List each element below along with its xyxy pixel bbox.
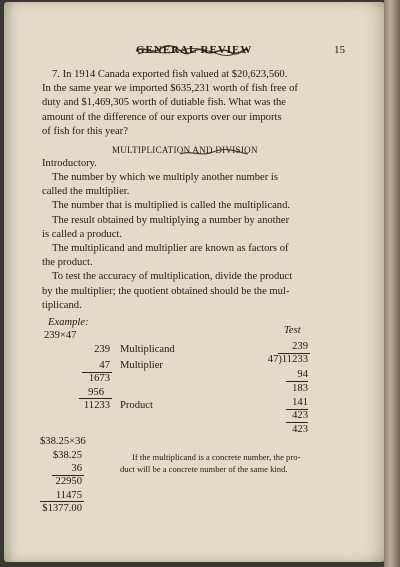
multiplicand-label: Multiplicand <box>120 344 175 355</box>
partial-product-1: 1673 <box>88 373 110 384</box>
definition-line: the product. <box>42 257 93 269</box>
second-product: $1377.00 <box>42 503 82 514</box>
definition-line: To test the accuracy of multiplication, divide the product <box>52 271 293 283</box>
definition-line: The multiplicand and multiplier are known as factors of <box>52 243 289 255</box>
problem-7 <box>42 68 354 139</box>
definition-line: is called a product. <box>42 228 123 240</box>
second-partial-1: 22950 <box>55 476 82 487</box>
problem-line: In the same year we imported $635,231 worth of fish free of <box>42 83 298 95</box>
definition-line: The number by which we multiply another number is <box>52 172 278 183</box>
problem-line: duty and $1,469,305 worth of dutiable fish. What was the <box>42 97 287 109</box>
multiplier-label: Multiplier <box>120 360 163 371</box>
problem-line: amount of the difference of our exports over our imports <box>42 111 282 123</box>
division-step: 183 <box>292 383 308 394</box>
problem-line: 7. In 1914 Canada exported fish valued at $20,623,560. <box>52 69 288 80</box>
multiplicand-value: 239 <box>94 344 110 355</box>
section-title: MULTIPLICATION AND DIVISION <box>112 145 258 155</box>
definitions <box>42 171 354 313</box>
note-line: If the multiplicand is a concrete number, the pro- <box>132 452 301 462</box>
second-partial-2: 11475 <box>55 490 82 501</box>
division-step: 94 <box>297 369 308 380</box>
product-value: 11233 <box>83 400 110 411</box>
note-line: duct will be a concrete number of the same kind. <box>120 464 288 474</box>
definition-line: tiplicand. <box>42 299 82 311</box>
definition-line: by the multiplier; the quotient obtained should be the mul- <box>42 285 290 297</box>
second-multiplier: 36 <box>71 463 82 474</box>
book-spine <box>384 0 400 567</box>
book-page <box>4 2 390 562</box>
definition-line: The number that is multiplied is called the multiplicand. <box>52 200 291 212</box>
page-number: 15 <box>334 44 345 56</box>
test-label: Test <box>284 325 301 336</box>
quotient-value: 239 <box>292 341 308 352</box>
definition-line: called the multiplier. <box>42 186 130 198</box>
division-step: 423 <box>292 424 308 435</box>
second-multiplicand: $38.25 <box>52 450 82 461</box>
example-label: Example: <box>48 317 89 328</box>
introductory-label: Introductory. <box>42 158 97 169</box>
division-step: 141 <box>292 397 308 408</box>
division-step: 423 <box>292 410 308 421</box>
product-label: Product <box>120 400 153 411</box>
multiplier-value: 47 <box>99 360 110 371</box>
example-expression: 239×47 <box>44 330 77 341</box>
partial-product-2: 956 <box>88 387 104 398</box>
division-expression: 47)11233 <box>267 354 308 365</box>
definition-line: The result obtained by multiplying a number by another <box>52 214 290 226</box>
problem-line: of fish for this year? <box>42 125 128 137</box>
running-header: GENERAL REVIEW <box>136 44 253 56</box>
second-expression: $38.25×36 <box>40 436 86 447</box>
strike-through-mark <box>179 148 249 158</box>
